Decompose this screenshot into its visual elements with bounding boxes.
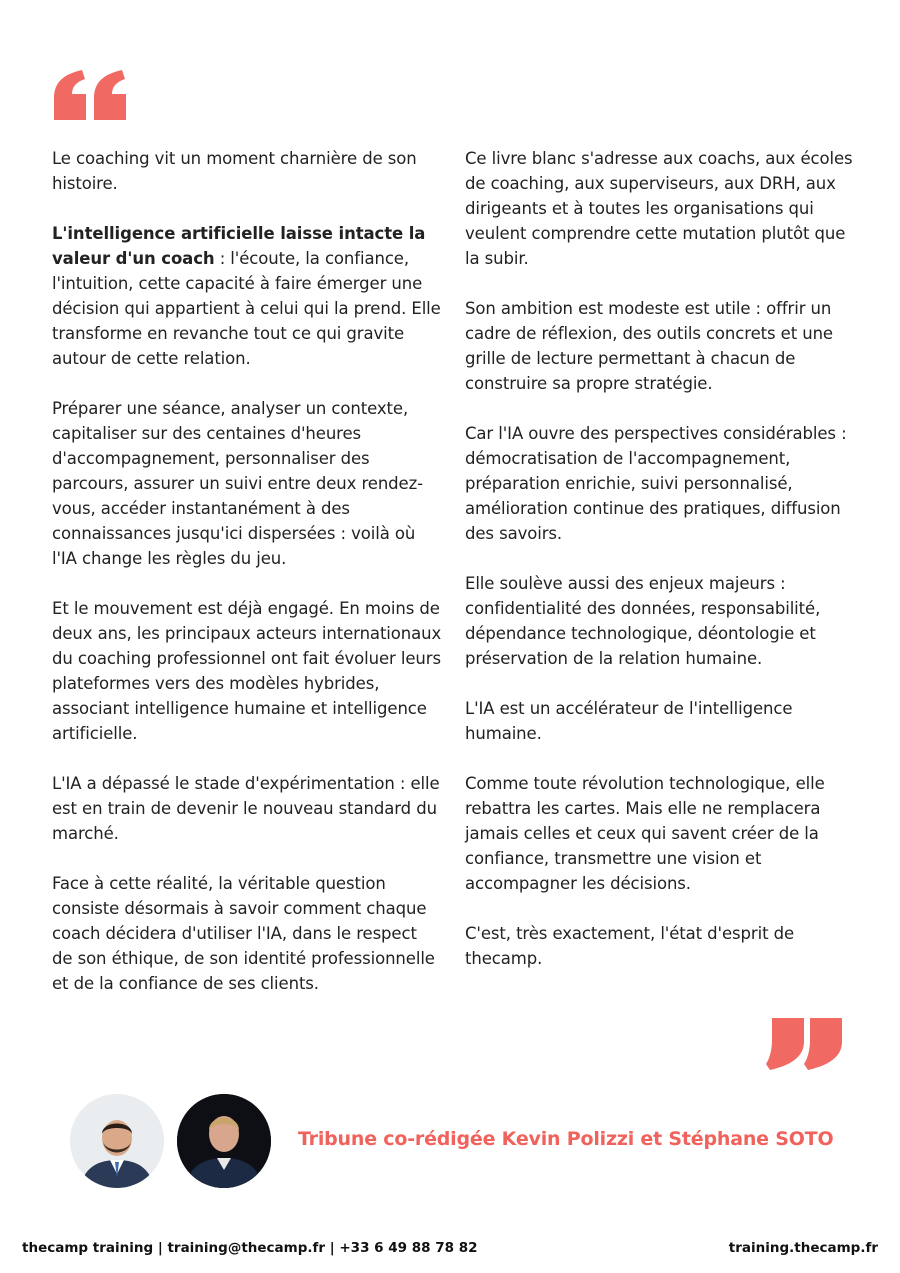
- avatar: [70, 1094, 164, 1188]
- paragraph: [52, 221, 442, 371]
- paragraph-text: : l'écoute, la confiance, l'intuition, cette capacité à faire émerger une décision qui appartient à celui qui la prend. Elle transforme en revanche tout ce qui gravite autour de cette relation.: [52, 249, 441, 368]
- footer-contact: thecamp training | training@thecamp.fr | +33 6 49 88 78 82: [22, 1240, 478, 1256]
- paragraph: Face à cette réalité, la véritable question consiste désormais à savoir comment chaque coach décidera d'utiliser l'IA, dans le respect de son éthique, de son identité professionnelle et de la confiance de ses clients.: [52, 874, 435, 993]
- emphasis-text: L'intelligence artificielle laisse intacte la valeur d'un coach: [52, 224, 426, 268]
- byline: Tribune co-rédigée Kevin Polizzi et Stéphane SOTO: [298, 1128, 834, 1150]
- paragraph: L'IA a dépassé le stade d'expérimentation : elle est en train de devenir le nouveau standard du marché.: [52, 774, 440, 843]
- right-column: [465, 146, 855, 996]
- left-column: [52, 146, 442, 1021]
- opening-quote-icon: [52, 70, 130, 122]
- paragraph: L'IA est un accélérateur de l'intelligence humaine.: [465, 699, 793, 743]
- paragraph: Comme toute révolution technologique, elle rebattra les cartes. Mais elle ne remplacera jamais celles et ceux qui savent créer de la confiance, transmettre une vision et accompagner les décisions.: [465, 774, 825, 893]
- paragraph: Le coaching vit un moment charnière de son histoire.: [52, 149, 417, 193]
- closing-quote-icon: [766, 1018, 844, 1070]
- paragraph: C'est, très exactement, l'état d'esprit de thecamp.: [465, 924, 795, 968]
- paragraph: Elle soulève aussi des enjeux majeurs : confidentialité des données, responsabilité, dépendance technologique, déontologie et préservation de la relation humaine.: [465, 574, 821, 668]
- author-portrait-1: [70, 1094, 164, 1188]
- authors-section: [70, 1094, 870, 1190]
- paragraph: Car l'IA ouvre des perspectives considérables : démocratisation de l'accompagnement, préparation enrichie, suivi personnalisé, amélioration continue des pratiques, diffusion des savoirs.: [465, 424, 847, 543]
- author-portrait-2: [177, 1094, 271, 1188]
- paragraph: Préparer une séance, analyser un contexte, capitaliser sur des centaines d'heures d'accompagnement, personnaliser des parcours, assurer un suivi entre deux rendez-vous, accéder instantanément à des connaissances jusqu'ici dispersées : voilà où l'IA change les règles du jeu.: [52, 399, 424, 568]
- avatar: [177, 1094, 271, 1188]
- footer-website[interactable]: training.thecamp.fr: [728, 1240, 878, 1256]
- paragraph: Son ambition est modeste est utile : offrir un cadre de réflexion, des outils concrets et une grille de lecture permettant à chacun de construire sa propre stratégie.: [465, 299, 833, 393]
- paragraph: Ce livre blanc s'adresse aux coachs, aux écoles de coaching, aux superviseurs, aux DRH, aux dirigeants et à toutes les organisations qui veulent comprendre cette mutation plutôt que la subir.: [465, 149, 853, 268]
- paragraph: Et le mouvement est déjà engagé. En moins de deux ans, les principaux acteurs internationaux du coaching professionnel ont fait évoluer leurs plateformes vers des modèles hybrides, associant intelligence humaine et intelligence artificielle.: [52, 599, 442, 743]
